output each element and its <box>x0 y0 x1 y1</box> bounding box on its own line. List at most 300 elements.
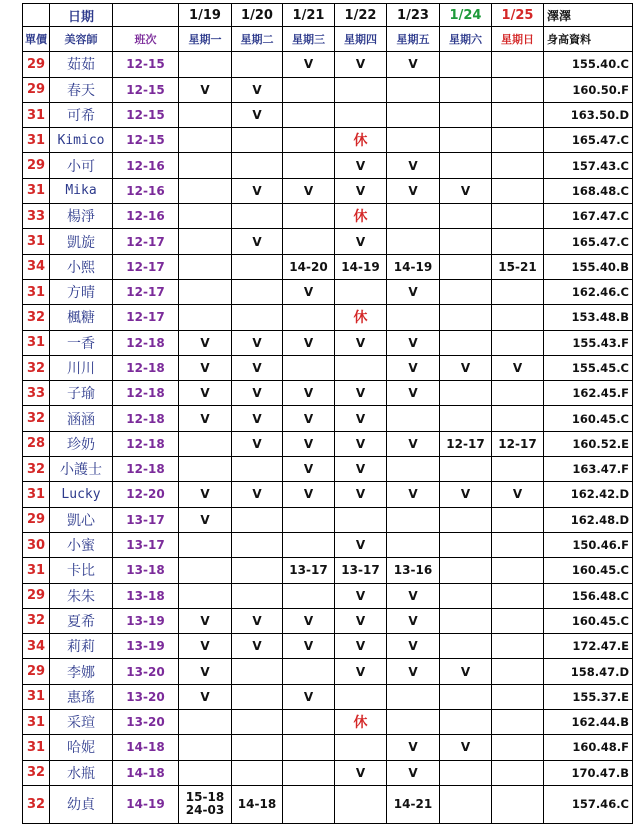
shift-cell-mon: V <box>179 608 232 633</box>
shift-cell-sun <box>492 608 544 633</box>
shift-cell-sun <box>492 457 544 482</box>
shift-cell-sun <box>492 381 544 406</box>
class-cell: 12-15 <box>113 128 179 153</box>
shift-cell-fri: V <box>387 153 440 178</box>
shift-cell-thu: V <box>335 457 387 482</box>
class-cell: 12-20 <box>113 482 179 507</box>
shift-cell-sat <box>440 558 492 583</box>
class-cell: 13-20 <box>113 659 179 684</box>
class-cell: 12-18 <box>113 406 179 431</box>
shift-cell-fri: V <box>387 381 440 406</box>
shift-cell-fri: V <box>387 735 440 760</box>
price-cell: 29 <box>23 507 50 532</box>
stylist-name-cell: 惠瑤 <box>50 684 113 709</box>
shift-cell-thu: V <box>335 659 387 684</box>
table-row <box>23 583 633 608</box>
right-title: 澤澤 <box>544 4 633 27</box>
shift-cell-wed <box>283 735 335 760</box>
table-row <box>23 482 633 507</box>
shift-cell-sat <box>440 128 492 153</box>
stylist-name-cell: 川川 <box>50 355 113 380</box>
class-cell: 13-18 <box>113 558 179 583</box>
shift-cell-tue <box>232 279 283 304</box>
shift-cell-thu: 休 <box>335 305 387 330</box>
shift-cell-wed: V <box>283 634 335 659</box>
shift-cell-thu <box>335 102 387 127</box>
price-cell: 32 <box>23 785 50 823</box>
table-row <box>23 128 633 153</box>
price-cell: 33 <box>23 204 50 229</box>
shift-cell-sun <box>492 52 544 77</box>
shift-cell-sun <box>492 406 544 431</box>
stylist-name-cell: 子瑜 <box>50 381 113 406</box>
stylist-name-cell: 小熙 <box>50 254 113 279</box>
table-row <box>23 532 633 557</box>
date-sat: 1/24 <box>440 4 492 27</box>
shift-cell-sat: V <box>440 735 492 760</box>
shift-cell-mon: V <box>179 482 232 507</box>
shift-cell-tue: V <box>232 77 283 102</box>
shift-cell-sun <box>492 558 544 583</box>
class-cell: 12-18 <box>113 457 179 482</box>
shift-cell-sat: V <box>440 178 492 203</box>
shift-cell-sat <box>440 279 492 304</box>
class-cell: 12-17 <box>113 305 179 330</box>
shift-cell-sun <box>492 634 544 659</box>
height-data-cell: 156.48.C <box>544 583 633 608</box>
class-label: 班次 <box>113 27 179 52</box>
shift-cell-thu: 13-17 <box>335 558 387 583</box>
shift-cell-sun <box>492 659 544 684</box>
stylist-name-cell: 水瓶 <box>50 760 113 785</box>
shift-cell-sun <box>492 532 544 557</box>
shift-cell-sun <box>492 279 544 304</box>
height-data-cell: 155.40.B <box>544 254 633 279</box>
class-cell: 13-20 <box>113 684 179 709</box>
class-cell: 13-19 <box>113 634 179 659</box>
table-row <box>23 229 633 254</box>
height-data-cell: 155.37.E <box>544 684 633 709</box>
price-cell: 31 <box>23 128 50 153</box>
height-data-cell: 160.45.C <box>544 406 633 431</box>
price-cell: 31 <box>23 330 50 355</box>
height-data-cell: 160.45.C <box>544 558 633 583</box>
class-cell: 13-18 <box>113 583 179 608</box>
date-mon: 1/19 <box>179 4 232 27</box>
shift-cell-fri: V <box>387 482 440 507</box>
class-cell: 14-18 <box>113 760 179 785</box>
shift-cell-sun <box>492 710 544 735</box>
shift-cell-sat <box>440 785 492 823</box>
shift-cell-thu: V <box>335 583 387 608</box>
price-cell: 31 <box>23 279 50 304</box>
stylist-name-cell: 李娜 <box>50 659 113 684</box>
shift-cell-sat <box>440 330 492 355</box>
table-row <box>23 634 633 659</box>
date-tue: 1/20 <box>232 4 283 27</box>
height-data-cell: 155.40.C <box>544 52 633 77</box>
weekday-sun: 星期日 <box>492 27 544 52</box>
shift-cell-wed <box>283 229 335 254</box>
height-data-cell: 160.50.F <box>544 77 633 102</box>
shift-cell-thu: V <box>335 482 387 507</box>
shift-cell-sun: V <box>492 482 544 507</box>
shift-cell-mon <box>179 279 232 304</box>
price-cell: 33 <box>23 381 50 406</box>
shift-cell-sun <box>492 102 544 127</box>
table-row <box>23 785 633 823</box>
shift-cell-thu <box>335 279 387 304</box>
price-cell: 28 <box>23 431 50 456</box>
weekday-tue: 星期二 <box>232 27 283 52</box>
shift-cell-wed <box>283 583 335 608</box>
price-cell: 29 <box>23 52 50 77</box>
shift-cell-wed: V <box>283 406 335 431</box>
height-data-cell: 157.46.C <box>544 785 633 823</box>
shift-cell-tue: V <box>232 229 283 254</box>
price-cell: 32 <box>23 760 50 785</box>
class-cell: 12-18 <box>113 330 179 355</box>
table-row <box>23 178 633 203</box>
table-row <box>23 254 633 279</box>
table-row <box>23 355 633 380</box>
shift-cell-fri: V <box>387 760 440 785</box>
shift-cell-wed <box>283 659 335 684</box>
shift-cell-thu <box>335 355 387 380</box>
height-data-cell: 162.45.F <box>544 381 633 406</box>
shift-cell-mon <box>179 204 232 229</box>
stylist-name-cell: 春天 <box>50 77 113 102</box>
shift-cell-fri <box>387 77 440 102</box>
shift-cell-sat: V <box>440 482 492 507</box>
height-data-cell: 165.47.C <box>544 128 633 153</box>
price-cell: 29 <box>23 77 50 102</box>
shift-cell-thu: V <box>335 153 387 178</box>
shift-cell-tue <box>232 710 283 735</box>
class-cell: 13-19 <box>113 608 179 633</box>
shift-cell-tue: V <box>232 431 283 456</box>
shift-cell-thu: V <box>335 178 387 203</box>
shift-cell-thu: 休 <box>335 128 387 153</box>
table-row <box>23 431 633 456</box>
price-cell: 32 <box>23 355 50 380</box>
weekday-thu: 星期四 <box>335 27 387 52</box>
shift-cell-thu: V <box>335 634 387 659</box>
shift-cell-mon <box>179 457 232 482</box>
stylist-name-cell: Mika <box>50 178 113 203</box>
height-data-cell: 170.47.B <box>544 760 633 785</box>
shift-cell-mon <box>179 532 232 557</box>
stylist-name-cell: 楊淨 <box>50 204 113 229</box>
shift-cell-tue: V <box>232 381 283 406</box>
price-cell: 31 <box>23 229 50 254</box>
date-thu: 1/22 <box>335 4 387 27</box>
shift-cell-sat: V <box>440 355 492 380</box>
height-data-cell: 165.47.C <box>544 229 633 254</box>
shift-cell-tue <box>232 735 283 760</box>
stylist-name-cell: 莉莉 <box>50 634 113 659</box>
table-row <box>23 457 633 482</box>
height-data-cell: 172.47.E <box>544 634 633 659</box>
weekday-header-row <box>23 27 633 52</box>
shift-cell-wed <box>283 128 335 153</box>
shift-cell-sat <box>440 305 492 330</box>
shift-cell-sun <box>492 583 544 608</box>
table-row <box>23 153 633 178</box>
shift-cell-tue <box>232 532 283 557</box>
shift-cell-wed <box>283 153 335 178</box>
table-row <box>23 52 633 77</box>
shift-cell-wed: V <box>283 279 335 304</box>
weekday-mon: 星期一 <box>179 27 232 52</box>
stylist-name-cell: Kimico <box>50 128 113 153</box>
class-cell: 12-16 <box>113 153 179 178</box>
shift-cell-wed <box>283 204 335 229</box>
stylist-name-cell: 茹茹 <box>50 52 113 77</box>
shift-cell-wed: V <box>283 381 335 406</box>
shift-cell-wed: V <box>283 457 335 482</box>
shift-cell-thu <box>335 77 387 102</box>
shift-cell-sat <box>440 760 492 785</box>
shift-cell-mon <box>179 760 232 785</box>
stylist-name-cell: 哈妮 <box>50 735 113 760</box>
shift-cell-sun <box>492 507 544 532</box>
class-cell: 12-15 <box>113 77 179 102</box>
price-cell: 32 <box>23 608 50 633</box>
shift-cell-sat <box>440 634 492 659</box>
shift-cell-thu: V <box>335 229 387 254</box>
shift-cell-thu: V <box>335 760 387 785</box>
shift-cell-wed <box>283 77 335 102</box>
shift-cell-thu: V <box>335 532 387 557</box>
shift-cell-mon <box>179 128 232 153</box>
stylist-name-cell: 一香 <box>50 330 113 355</box>
shift-cell-fri <box>387 457 440 482</box>
height-data-cell: 162.48.D <box>544 507 633 532</box>
data-label: 身高資料 <box>544 27 633 52</box>
stylist-name-cell: 朱朱 <box>50 583 113 608</box>
shift-cell-mon <box>179 229 232 254</box>
shift-cell-sun <box>492 229 544 254</box>
height-data-cell: 162.42.D <box>544 482 633 507</box>
stylist-name-cell: 小護士 <box>50 457 113 482</box>
shift-cell-wed <box>283 785 335 823</box>
shift-cell-sun: V <box>492 355 544 380</box>
shift-cell-fri: 13-16 <box>387 558 440 583</box>
date-label: 日期 <box>50 4 113 27</box>
price-cell: 31 <box>23 684 50 709</box>
class-cell: 14-18 <box>113 735 179 760</box>
shift-cell-mon <box>179 102 232 127</box>
shift-cell-wed: V <box>283 178 335 203</box>
shift-cell-fri: V <box>387 583 440 608</box>
shift-cell-wed <box>283 102 335 127</box>
shift-cell-thu: V <box>335 52 387 77</box>
shift-cell-sat <box>440 102 492 127</box>
shift-cell-sat <box>440 406 492 431</box>
height-data-cell: 155.45.C <box>544 355 633 380</box>
date-sun: 1/25 <box>492 4 544 27</box>
shift-cell-mon <box>179 583 232 608</box>
schedule-table <box>22 3 633 824</box>
stylist-name-cell: 楓糖 <box>50 305 113 330</box>
shift-cell-tue <box>232 457 283 482</box>
shift-cell-tue: V <box>232 482 283 507</box>
price-cell: 31 <box>23 735 50 760</box>
shift-cell-wed: V <box>283 608 335 633</box>
shift-cell-sat: V <box>440 659 492 684</box>
shift-cell-sat <box>440 153 492 178</box>
price-cell: 31 <box>23 482 50 507</box>
table-row <box>23 77 633 102</box>
class-cell: 12-15 <box>113 102 179 127</box>
blank-header-cell <box>113 4 179 27</box>
shift-cell-thu: V <box>335 381 387 406</box>
shift-cell-sun <box>492 735 544 760</box>
table-row <box>23 305 633 330</box>
shift-cell-fri: V <box>387 178 440 203</box>
shift-cell-mon <box>179 178 232 203</box>
shift-cell-sun <box>492 760 544 785</box>
shift-cell-sat <box>440 457 492 482</box>
table-row <box>23 710 633 735</box>
stylist-name-cell: 采瑄 <box>50 710 113 735</box>
shift-cell-sun <box>492 785 544 823</box>
shift-cell-fri: V <box>387 431 440 456</box>
class-cell: 12-17 <box>113 254 179 279</box>
table-row <box>23 406 633 431</box>
class-cell: 12-16 <box>113 178 179 203</box>
stylist-name-cell: 凱旋 <box>50 229 113 254</box>
class-cell: 14-19 <box>113 785 179 823</box>
table-row <box>23 684 633 709</box>
shift-cell-fri: V <box>387 330 440 355</box>
shift-cell-sun <box>492 204 544 229</box>
shift-cell-sun: 15-21 <box>492 254 544 279</box>
shift-cell-sat <box>440 608 492 633</box>
price-cell: 29 <box>23 583 50 608</box>
height-data-cell: 168.48.C <box>544 178 633 203</box>
shift-cell-tue <box>232 204 283 229</box>
shift-cell-sat <box>440 583 492 608</box>
price-cell: 32 <box>23 305 50 330</box>
shift-cell-tue <box>232 558 283 583</box>
shift-cell-tue: V <box>232 608 283 633</box>
height-data-cell: 160.45.C <box>544 608 633 633</box>
price-cell: 34 <box>23 634 50 659</box>
shift-cell-thu <box>335 785 387 823</box>
stylist-name-cell: 凱心 <box>50 507 113 532</box>
shift-cell-mon <box>179 305 232 330</box>
height-data-cell: 162.46.C <box>544 279 633 304</box>
price-cell: 34 <box>23 254 50 279</box>
shift-cell-sun: 12-17 <box>492 431 544 456</box>
shift-cell-thu: V <box>335 431 387 456</box>
shift-cell-fri <box>387 102 440 127</box>
shift-cell-fri <box>387 532 440 557</box>
height-data-cell: 150.46.F <box>544 532 633 557</box>
shift-cell-tue: V <box>232 406 283 431</box>
stylist-name-cell: 可希 <box>50 102 113 127</box>
table-row <box>23 102 633 127</box>
table-row <box>23 204 633 229</box>
price-cell: 29 <box>23 659 50 684</box>
shift-cell-mon: V <box>179 507 232 532</box>
shift-cell-sun <box>492 77 544 102</box>
table-row <box>23 659 633 684</box>
shift-cell-mon <box>179 710 232 735</box>
shift-cell-thu <box>335 735 387 760</box>
shift-cell-sun <box>492 153 544 178</box>
shift-cell-wed <box>283 355 335 380</box>
shift-cell-sun <box>492 684 544 709</box>
shift-cell-mon <box>179 735 232 760</box>
stylist-name-cell: 幼貞 <box>50 785 113 823</box>
height-data-cell: 160.52.E <box>544 431 633 456</box>
shift-cell-tue <box>232 153 283 178</box>
price-cell: 32 <box>23 406 50 431</box>
table-row <box>23 760 633 785</box>
shift-cell-tue: V <box>232 102 283 127</box>
shift-cell-mon <box>179 558 232 583</box>
shift-cell-sat <box>440 254 492 279</box>
height-data-cell: 163.47.F <box>544 457 633 482</box>
shift-cell-mon: V <box>179 659 232 684</box>
shift-cell-tue <box>232 305 283 330</box>
shift-cell-fri <box>387 305 440 330</box>
shift-cell-sat <box>440 52 492 77</box>
shift-cell-tue <box>232 128 283 153</box>
stylist-name-cell: 涵涵 <box>50 406 113 431</box>
shift-cell-sun <box>492 305 544 330</box>
table-row <box>23 381 633 406</box>
height-data-cell: 157.43.C <box>544 153 633 178</box>
table-row <box>23 608 633 633</box>
stylist-name-cell: 小可 <box>50 153 113 178</box>
class-cell: 12-15 <box>113 52 179 77</box>
shift-cell-wed: V <box>283 52 335 77</box>
class-cell: 13-17 <box>113 532 179 557</box>
shift-cell-fri <box>387 507 440 532</box>
shift-cell-tue <box>232 760 283 785</box>
class-cell: 13-17 <box>113 507 179 532</box>
shift-cell-fri <box>387 128 440 153</box>
shift-cell-mon: V <box>179 77 232 102</box>
shift-cell-tue: V <box>232 355 283 380</box>
stylist-name-cell: 卡比 <box>50 558 113 583</box>
class-cell: 12-16 <box>113 204 179 229</box>
stylist-name-cell: Lucky <box>50 482 113 507</box>
shift-cell-fri: V <box>387 279 440 304</box>
shift-cell-wed <box>283 507 335 532</box>
price-label: 單價 <box>23 27 50 52</box>
class-cell: 12-18 <box>113 381 179 406</box>
shift-cell-tue <box>232 254 283 279</box>
shift-cell-mon: 15-18 24-03 <box>179 785 232 823</box>
shift-cell-fri <box>387 710 440 735</box>
shift-cell-thu: V <box>335 330 387 355</box>
class-cell: 13-20 <box>113 710 179 735</box>
price-cell: 31 <box>23 710 50 735</box>
shift-cell-thu <box>335 684 387 709</box>
shift-cell-fri <box>387 406 440 431</box>
shift-cell-wed: V <box>283 482 335 507</box>
table-row <box>23 279 633 304</box>
stylist-name-cell: 方晴 <box>50 279 113 304</box>
shift-cell-tue: V <box>232 634 283 659</box>
shift-cell-wed <box>283 760 335 785</box>
shift-cell-tue: 14-18 <box>232 785 283 823</box>
